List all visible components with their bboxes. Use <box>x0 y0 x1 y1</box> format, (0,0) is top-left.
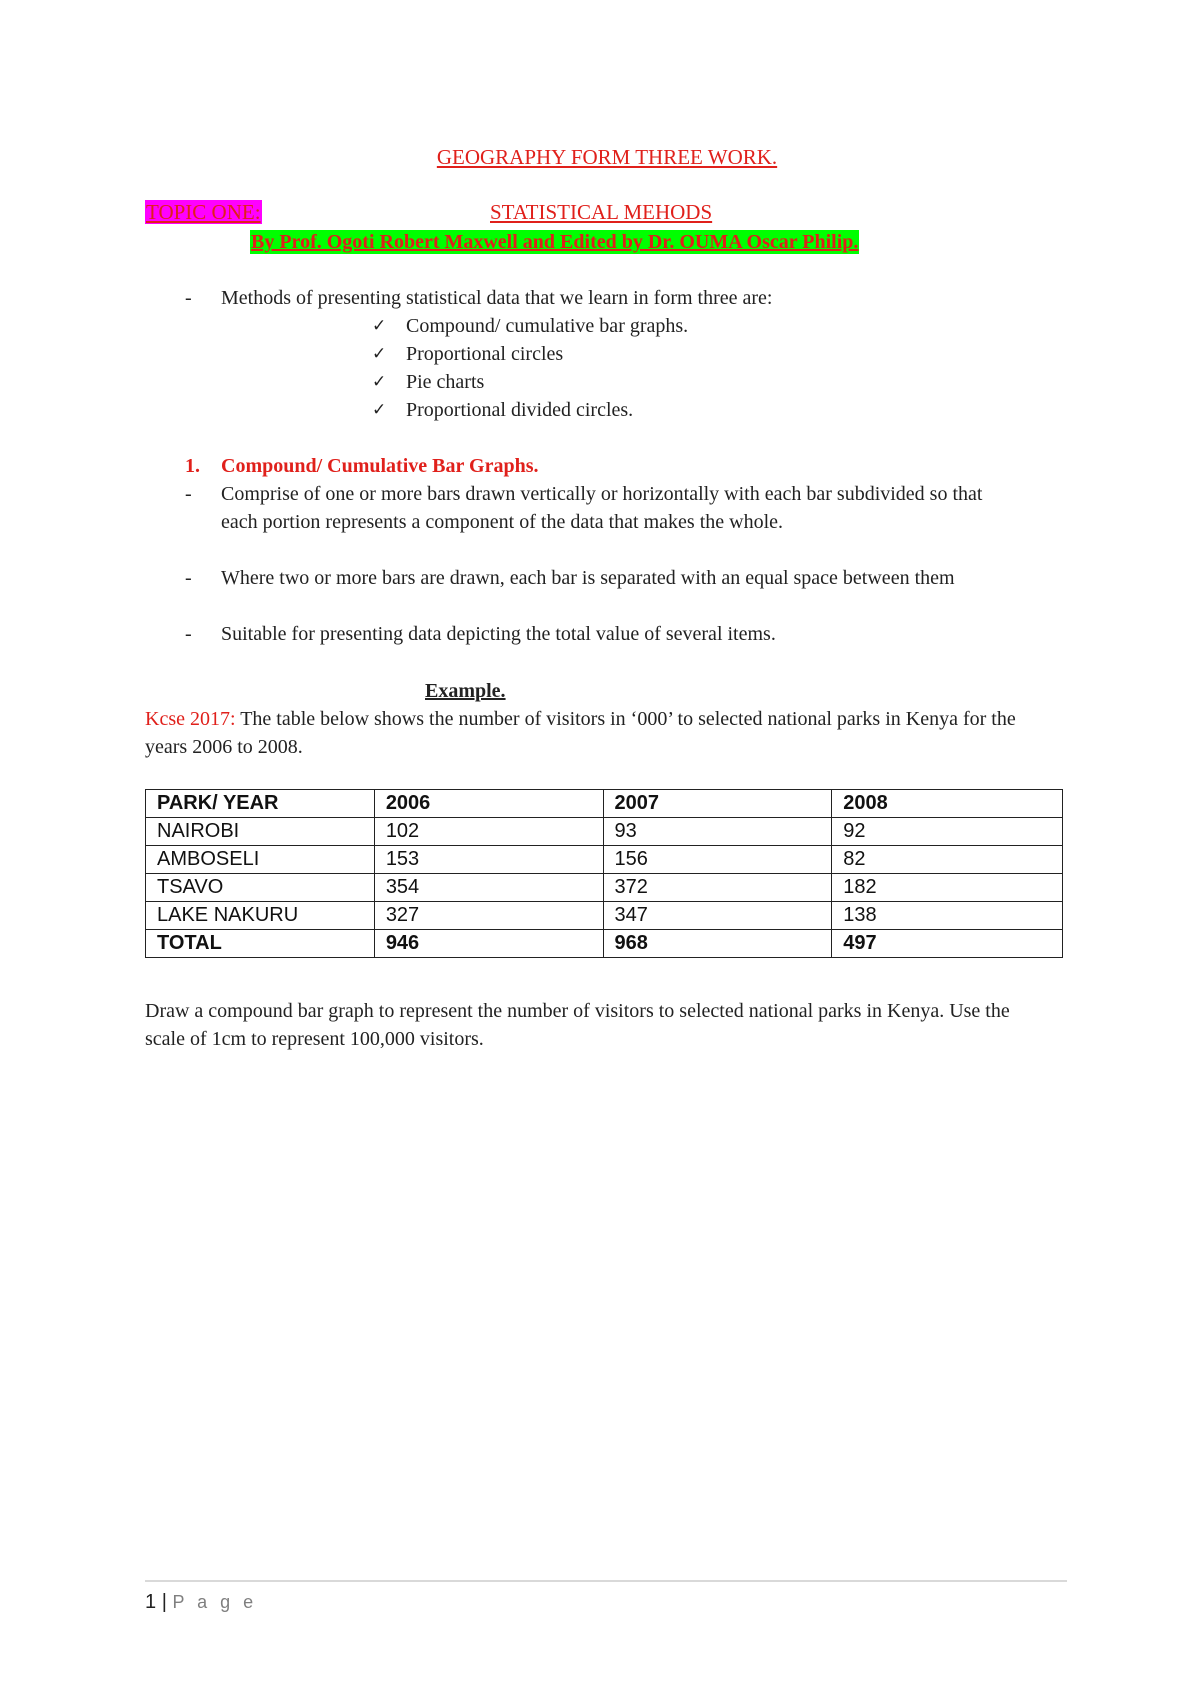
table-row <box>146 874 1063 902</box>
table-cell: 182 <box>832 874 1063 902</box>
table-cell: 372 <box>603 874 832 902</box>
check-icon: ✓ <box>372 344 387 364</box>
method-item <box>372 340 872 368</box>
table-row <box>146 846 1063 874</box>
table-cell: TSAVO <box>146 874 375 902</box>
table-cell: 82 <box>832 846 1063 874</box>
method-item <box>372 396 872 424</box>
table-cell: 102 <box>374 818 603 846</box>
dash-bullet: - <box>185 567 192 589</box>
method-label: Proportional circles <box>406 343 564 365</box>
table-cell: 347 <box>603 902 832 930</box>
page-number: 1 <box>145 1591 157 1613</box>
topic-label: TOPIC ONE: <box>146 200 261 224</box>
section-point <box>185 564 1005 620</box>
point-text: Where two or more bars are drawn, each bar is separated with an equal space between them <box>221 567 955 589</box>
instruction-paragraph: Draw a compound bar graph to represent the number of visitors to selected national parks in Kenya. Use the scale of 1cm to represent 100,000 visitors. <box>145 1000 1010 1050</box>
check-icon: ✓ <box>372 400 387 420</box>
footer-divider <box>145 1580 1067 1582</box>
table-total-cell: 946 <box>374 930 603 958</box>
table-total-cell: TOTAL <box>146 930 375 958</box>
dash-bullet: - <box>185 287 192 309</box>
table-header-cell: PARK/ YEAR <box>146 790 375 818</box>
method-item <box>372 312 872 340</box>
footer-separator: | <box>161 1591 167 1613</box>
section-point <box>185 480 1005 564</box>
check-icon: ✓ <box>372 372 387 392</box>
method-label: Pie charts <box>406 371 485 393</box>
dash-bullet: - <box>185 623 192 645</box>
table-cell: 153 <box>374 846 603 874</box>
table-cell: NAIROBI <box>146 818 375 846</box>
table-cell: 156 <box>603 846 832 874</box>
dash-bullet: - <box>185 483 192 505</box>
table-total-cell: 968 <box>603 930 832 958</box>
document-title: GEOGRAPHY FORM THREE WORK. <box>436 145 778 169</box>
point-text: Suitable for presenting data depicting the total value of several items. <box>221 623 776 645</box>
table-cell: 93 <box>603 818 832 846</box>
table-header-row <box>146 790 1063 818</box>
table-cell: 354 <box>374 874 603 902</box>
example-source: Kcse 2017: <box>145 708 236 730</box>
author-byline: By Prof. Ogoti Robert Maxwell and Edited by Dr. OUMA Oscar Philip. <box>251 231 859 253</box>
table-row <box>146 902 1063 930</box>
method-label: Compound/ cumulative bar graphs. <box>406 315 689 337</box>
table-cell: 92 <box>832 818 1063 846</box>
table-cell: 138 <box>832 902 1063 930</box>
table-header-cell: 2007 <box>603 790 832 818</box>
method-label: Proportional divided circles. <box>406 399 634 421</box>
page-footer <box>145 1590 257 1614</box>
point-text: Comprise of one or more bars drawn vertically or horizontally with each bar subdivided so that each portion represents a component of the data that makes the whole. <box>221 483 983 533</box>
table-total-cell: 497 <box>832 930 1063 958</box>
section-number: 1. <box>185 455 200 477</box>
section-heading <box>185 452 685 480</box>
method-item <box>372 368 872 396</box>
table-header-cell: 2006 <box>374 790 603 818</box>
table-total-row <box>146 930 1063 958</box>
intro-item <box>185 284 1005 312</box>
check-icon: ✓ <box>372 316 387 336</box>
table-header-cell: 2008 <box>832 790 1063 818</box>
table-cell: 327 <box>374 902 603 930</box>
example-text: The table below shows the number of visitors in ‘000’ to selected national parks in Kenya for the years 2006 to 2008. <box>145 708 1016 758</box>
table-cell: AMBOSELI <box>146 846 375 874</box>
table-row <box>146 818 1063 846</box>
section-point <box>185 620 1005 648</box>
topic-title: STATISTICAL MEHODS <box>490 200 713 224</box>
page-label: P a g e <box>172 1592 258 1612</box>
table-cell: LAKE NAKURU <box>146 902 375 930</box>
intro-text: Methods of presenting statistical data that we learn in form three are: <box>221 287 773 309</box>
example-heading: Example. <box>425 680 506 702</box>
example-paragraph <box>145 705 1045 761</box>
visitors-table <box>145 789 1063 958</box>
section-title: Compound/ Cumulative Bar Graphs. <box>221 455 539 477</box>
